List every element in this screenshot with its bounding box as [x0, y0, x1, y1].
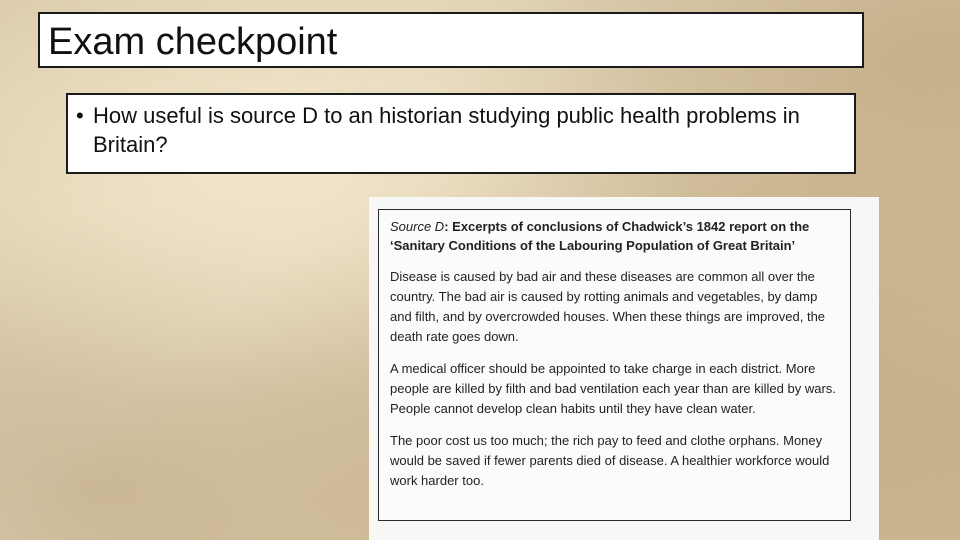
- question-box: [66, 93, 856, 174]
- bullet-marker: •: [76, 103, 84, 128]
- page-title: Exam checkpoint: [48, 21, 338, 63]
- source-image: [369, 197, 879, 540]
- source-paragraph-3: The poor cost us too much; the rich pay to feed and clothe orphans. Money would be saved if fewer parents died of disease. A healthier workforce would work harder too.: [390, 433, 830, 488]
- source-heading: [390, 217, 840, 255]
- source-label: Source D: [390, 219, 445, 234]
- source-document: [378, 209, 851, 521]
- source-paragraph-2: A medical officer should be appointed to take charge in each district. More people are killed by filth and bad ventilation each year than are killed by wars. People cannot develop clean habits until they have clean water.: [390, 361, 836, 416]
- source-title: Excerpts of conclusions of Chadwick’s 1842 report on the ‘Sanitary Conditions of the Labouring Population of Great Britain’: [390, 219, 810, 253]
- question-text: How useful is source D to an historian studying public health problems in Britain?: [93, 103, 800, 157]
- source-separator: :: [444, 219, 453, 234]
- source-paragraph-1: Disease is caused by bad air and these diseases are common all over the country. The bad air is caused by rotting animals and vegetables, by damp and filth, and by overcrowded houses. When these things are improved, the death rate goes down.: [390, 269, 826, 344]
- title-box: [38, 12, 864, 68]
